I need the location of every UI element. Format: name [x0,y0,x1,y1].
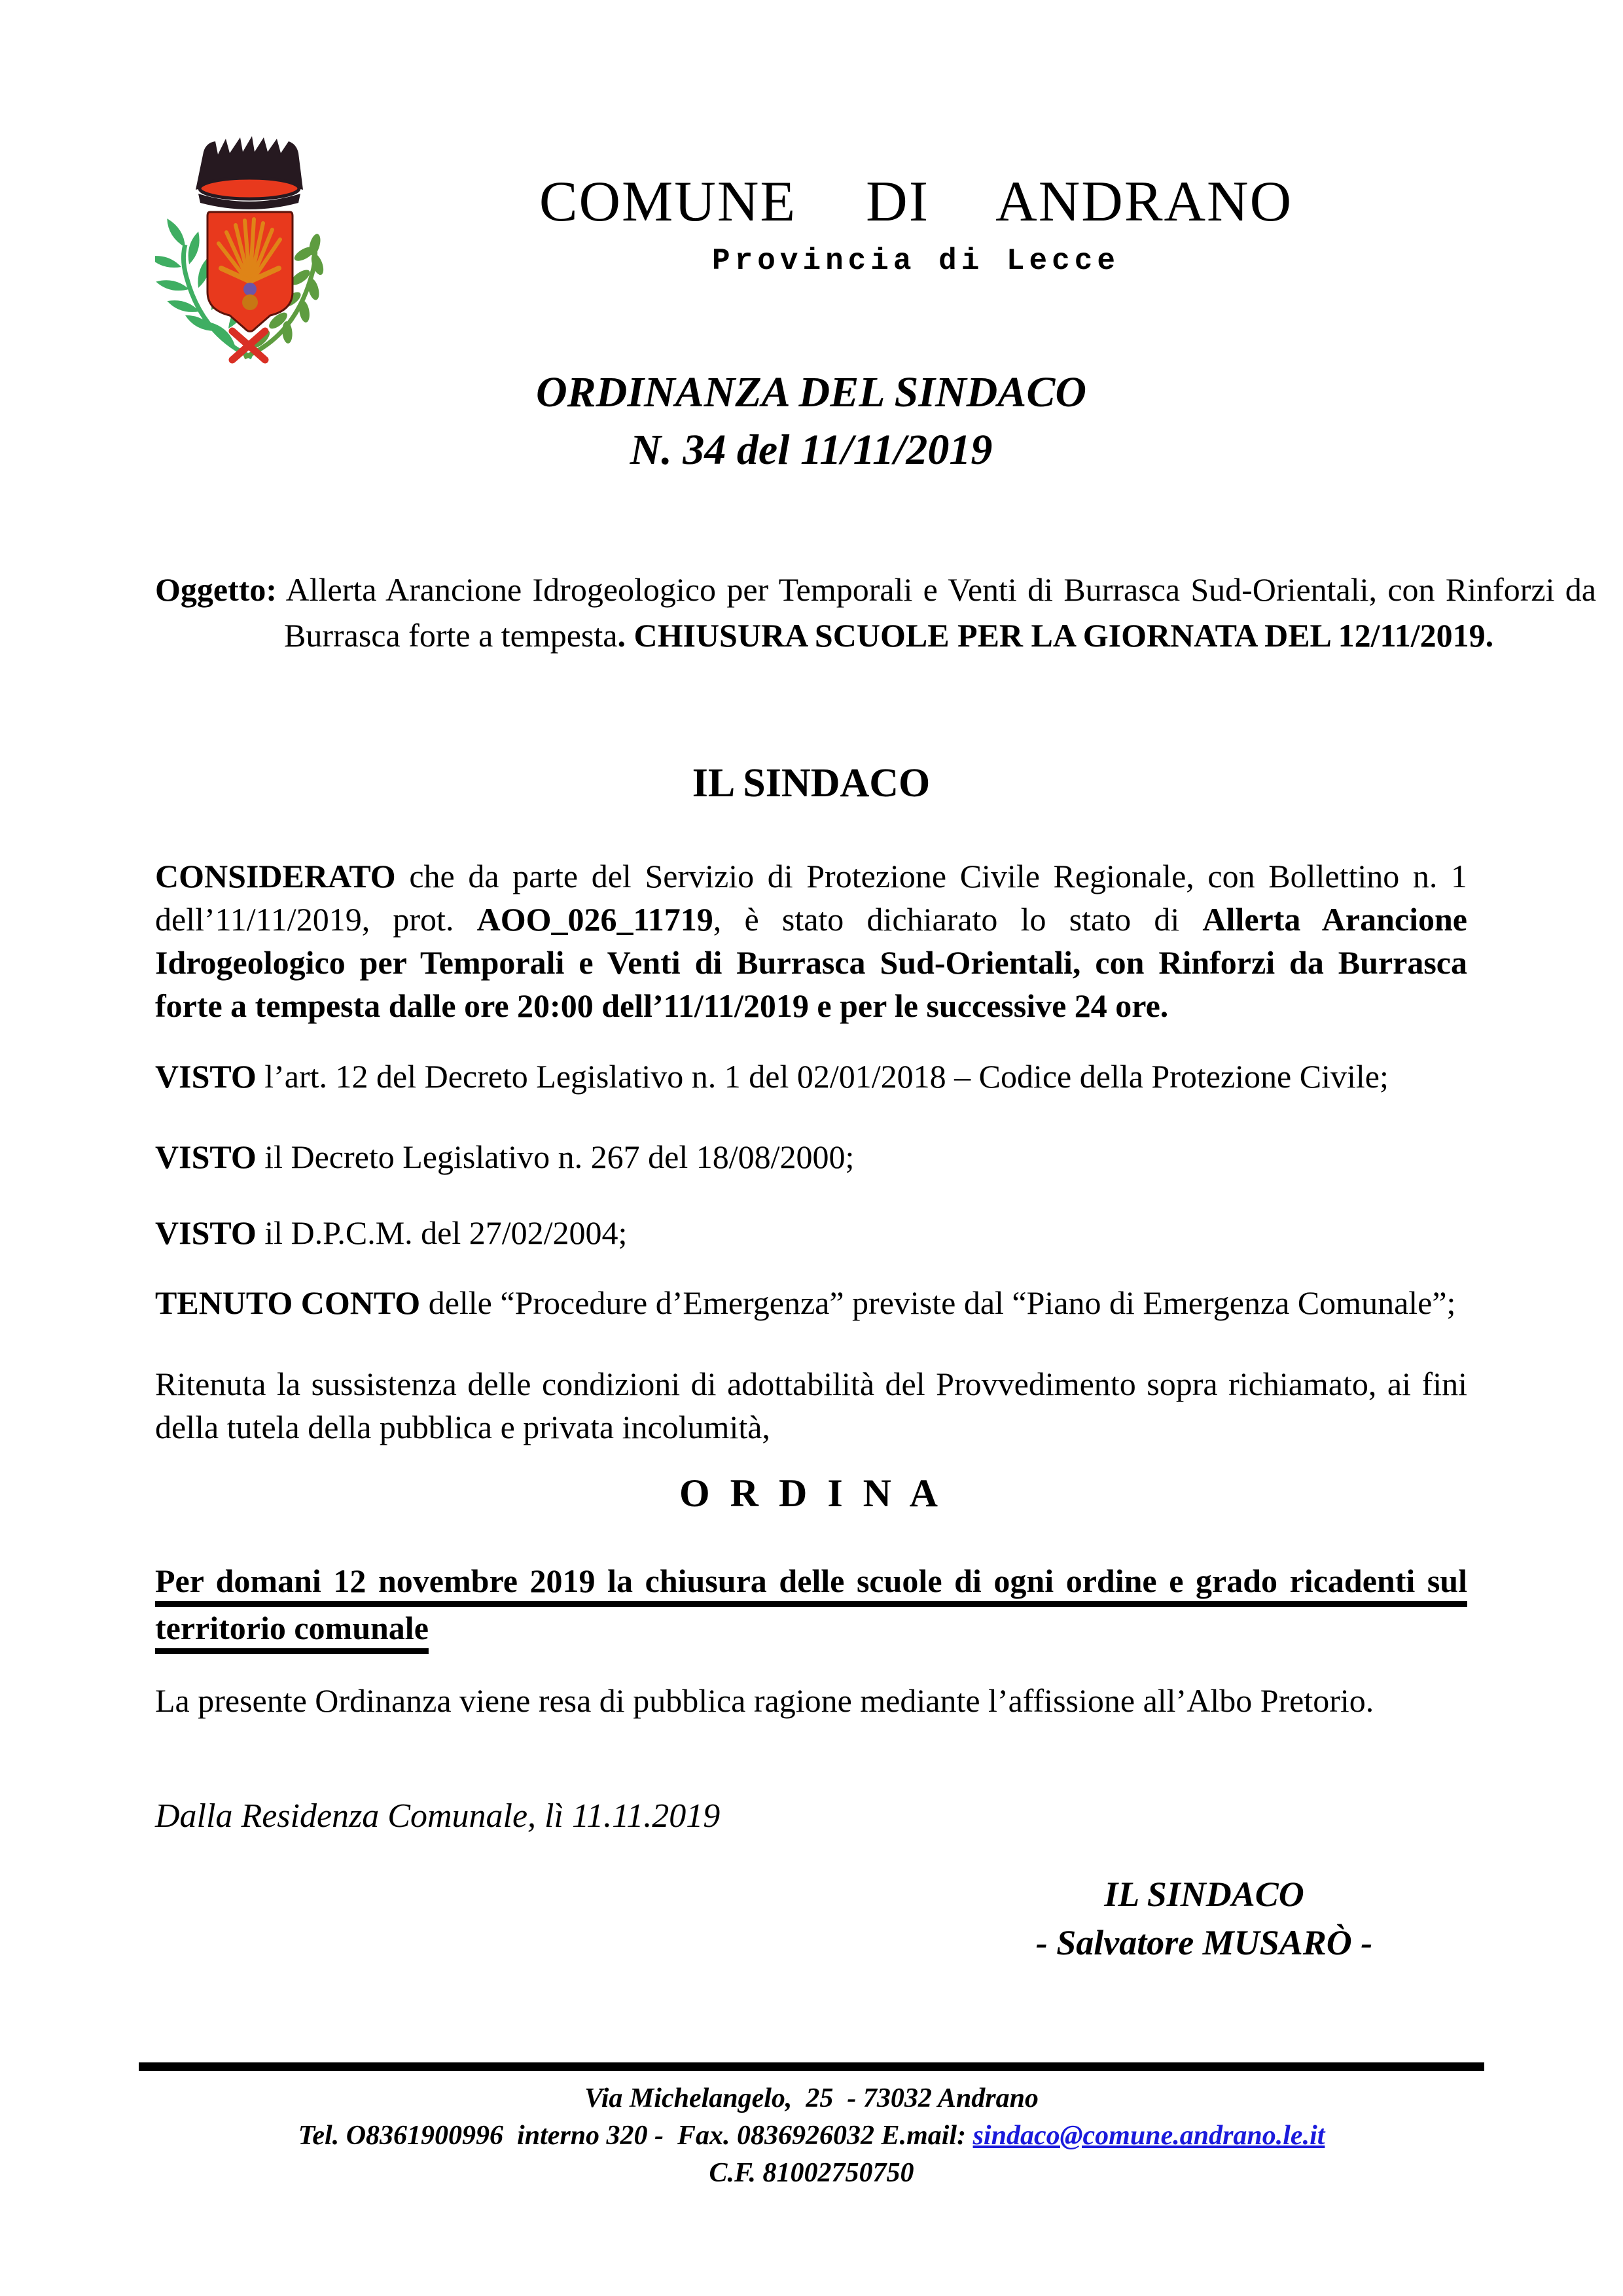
considerato-text-1: che da parte del Servizio di Protezione Civile Regionale, con Bollettino n. 1 dell’11/11/2019, prot. [155,858,1467,938]
footer-address: Via Michelangelo, 25 - 73032 Andrano [584,2083,1039,2113]
visto-keyword: VISTO [155,1139,257,1175]
ordinance-title [155,364,1467,479]
paragraph-tenuto-conto [155,1281,1467,1324]
footer-contacts [139,2117,1484,2155]
province-name: Provincia di Lecce [712,244,1120,278]
document-header [155,118,1467,376]
visto-text: l’art. 12 del Decreto Legislativo n. 1 del 02/01/2018 – Codice della Protezione Civile; [256,1058,1389,1095]
municipal-coat-of-arms-icon [155,132,338,368]
footer-divider [139,2062,1484,2071]
paragraph-considerato [155,855,1467,1027]
signer-role: IL SINDACO [1104,1875,1304,1914]
publication-notice: La presente Ordinanza viene resa di pubblica ragione mediante l’affissione all’Albo Pretorio. [155,1682,1374,1719]
paragraph-visto-3 [155,1211,1467,1254]
ordinance-title-line1: ORDINANZA DEL SINDACO [535,368,1087,416]
sheaf-pendant [242,294,258,310]
mayor-email-link[interactable]: sindaco@comune.andrano.le.it [972,2121,1325,2151]
subject-label: Oggetto: [155,571,277,608]
ordinance-number-date: N. 34 del 11/11/2019 [630,426,993,474]
heading-ordina: O R D I N A [679,1472,944,1515]
visto-text: il Decreto Legislativo n. 267 del 18/08/2000; [256,1139,855,1175]
paragraph-visto-1 [155,1055,1467,1098]
footer-phone-fax: Tel. O8361900996 interno 320 - Fax. 0836926032 E.mail: [298,2121,973,2151]
signer-name: - Salvatore MUSARÒ - [1035,1923,1373,1962]
subject-paragraph [155,567,1596,658]
signature-block [877,1870,1531,1967]
heading-il-sindaco: IL SINDACO [692,761,931,805]
tenuto-conto-text: delle “Procedure d’Emergenza” previste dal “Piano di Emergenza Comunale”; [420,1284,1456,1321]
footer-fiscal-code: C.F. 81002750750 [709,2158,914,2188]
considerato-keyword: CONSIDERATO [155,858,396,894]
paragraph-visto-2 [155,1135,1467,1178]
sheaf-knot [243,283,257,296]
document-footer [139,2062,1484,2192]
mural-crown [196,136,303,209]
header-text [365,169,1467,278]
visto-keyword: VISTO [155,1214,257,1251]
considerato-text-2: , è stato dichiarato lo stato di [713,901,1203,938]
visto-keyword: VISTO [155,1058,257,1095]
subject-text: Allerta Arancione Idrogeologico per Temporali e Venti di Burrasca Sud-Orientali, con Rinforzi da Burrasca forte a tempesta [284,571,1596,654]
visto-text: il D.P.C.M. del 27/02/2004; [256,1214,628,1251]
protocol-number: AOO_026_11719 [476,901,713,938]
subject-text-bold: . CHIUSURA SCUOLE PER LA GIORNATA DEL 12/11/2019. [617,617,1494,654]
ordina-directive: Per domani 12 novembre 2019 la chiusura delle scuole di ogni ordine e grado ricadenti sul territorio comunale [155,1563,1467,1646]
paragraph-ritenuta: Ritenuta la sussistenza delle condizioni di adottabilità del Provvedimento sopra richiamato, ai fini della tutela della pubblica e privata incolumità, [155,1366,1467,1445]
place-and-date: Dalla Residenza Comunale, lì 11.11.2019 [155,1797,721,1835]
alert-description-bold: Allerta Arancione Idrogeologico per Temporali e Venti di Burrasca Sud-Orientali, con Rinforzi da Burrasca forte a tempesta dalle ore 20:00 dell’11/11/2019 e per le successive 24 ore. [155,901,1467,1024]
tenuto-conto-keyword: TENUTO CONTO [155,1284,421,1321]
municipality-name: COMUNE DI ANDRANO [539,170,1293,234]
